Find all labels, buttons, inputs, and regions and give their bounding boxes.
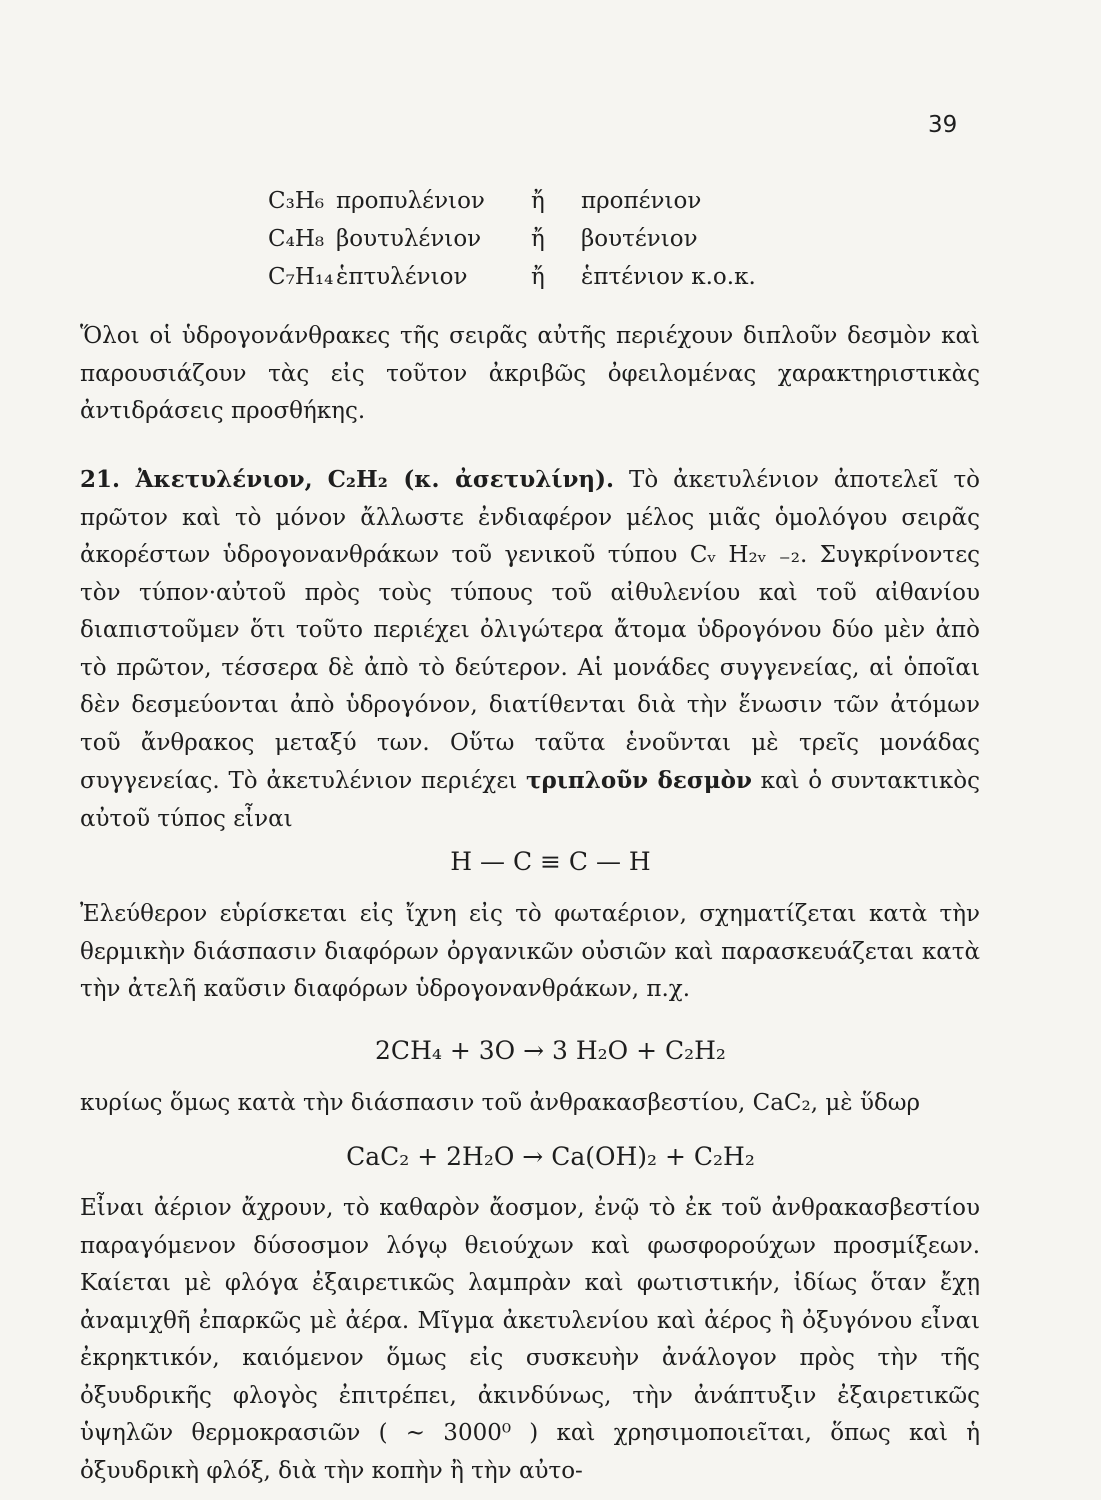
table-row bbox=[268, 264, 756, 302]
free-occurrence-paragraph bbox=[80, 896, 980, 1009]
formula: C₄H₈ bbox=[268, 226, 325, 252]
section-21 bbox=[80, 461, 980, 838]
paragraph-text: Ἐλεύθερον εὑρίσκεται εἰς ἴχνη εἰς τὸ φωταέριον, σχηματίζεται κατὰ τὴν θερμικὴν διάσπασιν διαφόρων ὀργανικῶν οὐσιῶν καὶ παρασκευάζεται κατὰ τὴν ἀτελῆ καῦσιν διαφόρων ὑδρογονανθράκων, π.χ. bbox=[80, 901, 980, 1002]
alt-name: προπένιον bbox=[581, 188, 702, 214]
section-text: Τὸ ἀκετυλένιον ἀποτελεῖ τὸ πρῶτον καὶ τὸ μόνον ἄλλωστε ἐνδιαφέρον μέλος μιᾶς ὁμολόγου σειρᾶς ἀκορέστων ὑδρογονανθράκων τοῦ γενικοῦ τύπου Cᵥ H₂ᵥ ₋₂. Συγκρίνοντες τὸν τύπον·αὐτοῦ πρὸς τοὺς τύπους τοῦ αἰθυλενίου καὶ τοῦ αἰθανίου διαπιστοῦμεν ὅτι τοῦτο περιέχει ὀλιγώτερα ἄτομα ὑδρογόνου δύο μὲν ἀπὸ τὸ πρῶτον, τέσσερα δὲ ἀπὸ τὸ δεύτερον. Αἱ μονάδες συγγενείας, αἱ ὁποῖαι δὲν δεσμεύονται ἀπὸ ὑδρογόνον, διατίθενται διὰ τὴν ἕνωσιν τῶν ἀτόμων τοῦ ἄνθρακος μεταξύ των. Οὕτω ταῦτα ἑνοῦνται μὲ τρεῖς μονάδας συγγενείας. Τὸ ἀκετυλένιον περιέχει bbox=[80, 467, 981, 794]
formula: C₇H₁₄ bbox=[268, 264, 334, 290]
compound-name: προπυλένιον bbox=[336, 188, 485, 214]
carbide-equation: CaC₂ + 2H₂O → Ca(OH)₂ + C₂H₂ bbox=[346, 1142, 755, 1171]
combustion-equation: 2CH₄ + 3O → 3 H₂O + C₂H₂ bbox=[375, 1036, 726, 1065]
section-text-end: καὶ ὁ συντακτικὸς αὐτοῦ τύπος εἶναι bbox=[80, 768, 980, 832]
table-row bbox=[268, 188, 756, 226]
section-heading: 21. Ἀκετυλένιον, bbox=[80, 466, 313, 493]
paragraph-text: κυρίως ὅμως κατὰ τὴν διάσπασιν τοῦ ἀνθρακασβεστίου, CaC₂, μὲ ὕδωρ bbox=[80, 1090, 921, 1116]
alt-name: βουτένιον bbox=[581, 226, 698, 252]
table-row bbox=[268, 226, 756, 264]
alkene-table bbox=[268, 188, 756, 302]
paragraph-text: Ὅλοι οἱ ὑδρογονάνθρακες τῆς σειρᾶς αὐτῆς περιέχουν διπλοῦν δεσμὸν καὶ παρουσιάζουν τὰς εἰς τοῦτον ἀκριβῶς ὀφειλομένας χαρακτηριστικὰς ἀντιδράσεις προσθήκης. bbox=[80, 323, 980, 424]
section-heading-formula: C₂H₂ (κ. ἀσετυλίνη). bbox=[327, 466, 615, 493]
paragraph-text: Εἶναι ἀέριον ἄχρουν, τὸ καθαρὸν ἄοσμον, ἐνῷ τὸ ἐκ τοῦ ἀνθρακασβεστίου παραγόμενον δύσοσμον λόγῳ θειούχων καὶ φωσφορούχων προσμίξεων. Καίεται μὲ φλόγα ἐξαιρετικῶς λαμπρὰν καὶ φωτιστικήν, ἰδίως ὅταν ἔχῃ ἀναμιχθῆ ἐπαρκῶς μὲ ἀέρα. Μῖγμα ἀκετυλενίου καὶ ἀέρος ἢ ὀξυγόνου εἶναι ἐκρηκτικόν, καιόμενον ὅμως εἰς συσκευὴν ἀνάλογον πρὸς τὴν τῆς ὀξυυδρικῆς φλογὸς ἐπιτρέπει, ἀκινδύνως, τὴν ἀνάπτυξιν ἐξαιρετικῶς ὑψηλῶν θερμοκρασιῶν ( ~ 3000⁰ ) καὶ χρησιμοποιεῖται, ὅπως καὶ ἡ ὀξυυδρικὴ φλόξ, διὰ τὴν κοπὴν ἢ τὴν αὐτο- bbox=[80, 1195, 980, 1484]
or-word: ἤ bbox=[531, 188, 545, 214]
or-word: ἤ bbox=[531, 226, 545, 252]
bold-phrase: τριπλοῦν δεσμὸν bbox=[525, 767, 752, 794]
intro-paragraph bbox=[80, 318, 980, 431]
structural-formula: H — C ≡ C — H bbox=[450, 847, 651, 876]
page-number: 39 bbox=[928, 112, 958, 138]
properties-paragraph bbox=[80, 1190, 980, 1490]
formula: C₃H₆ bbox=[268, 188, 325, 214]
or-word: ἤ bbox=[531, 264, 545, 290]
alt-name: ἑπτένιον κ.ο.κ. bbox=[581, 264, 756, 290]
compound-name: ἑπτυλένιον bbox=[336, 264, 468, 290]
carbide-paragraph bbox=[80, 1085, 980, 1123]
section-paragraph bbox=[80, 461, 980, 838]
compound-name: βουτυλένιον bbox=[336, 226, 482, 252]
